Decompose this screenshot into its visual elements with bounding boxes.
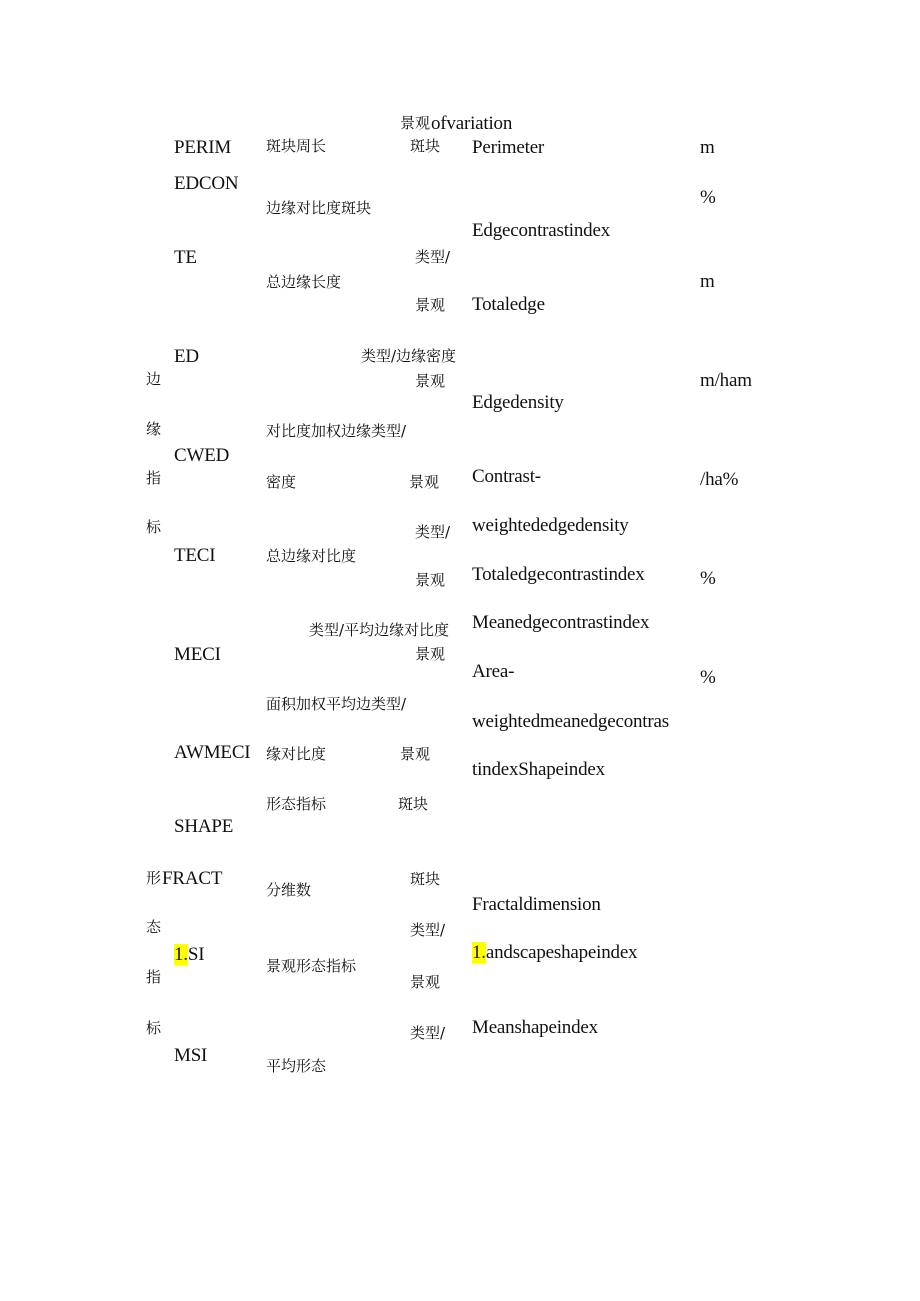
category-shape-char-4: 标 <box>146 1019 162 1037</box>
unit-perim: m <box>700 137 715 158</box>
name-en-ed: Edgedensity <box>472 392 564 413</box>
name-en-cwed-line2: weightededgedensity <box>472 515 629 536</box>
level-te-line1: 类型/ <box>415 248 451 266</box>
name-zh-ed: 类型/边缘密度 <box>361 347 457 365</box>
category-edge-char-4: 标 <box>146 518 162 536</box>
category-edge-char-2: 缘 <box>146 420 162 438</box>
name-en-teci: Totaledgecontrastindex <box>472 564 645 585</box>
name-en-edcon: Edgecontrastindex <box>472 220 610 241</box>
header-fragment-en: ofvariation <box>431 113 513 134</box>
level-lsi-line2: 景观 <box>410 973 441 991</box>
name-zh-msi: 平均形态 <box>266 1057 327 1075</box>
level-ed: 景观 <box>415 372 446 390</box>
level-perim: 斑块 <box>410 137 441 155</box>
name-zh-te: 总边缘长度 <box>266 273 342 291</box>
code-teci: TECI <box>174 545 216 566</box>
unit-cwed: /ha% <box>700 469 739 490</box>
code-perim: PERIM <box>174 137 232 158</box>
header-fragment-zh: 景观 <box>400 114 431 132</box>
unit-ed: m/ham <box>700 370 752 391</box>
level-teci-line2: 景观 <box>415 571 446 589</box>
name-en-awmeci-line1: Area- <box>472 661 515 682</box>
code-lsi-rest: SI <box>187 944 205 965</box>
name-zh-perim: 斑块周长 <box>266 137 327 155</box>
level-teci-line1: 类型/ <box>415 523 451 541</box>
unit-te: m <box>700 271 715 292</box>
level-fract: 斑块 <box>410 870 441 888</box>
name-zh-shape: 形态指标 <box>266 795 327 813</box>
unit-awmeci: % <box>700 667 716 688</box>
highlight-mark: 1. <box>174 944 188 965</box>
category-shape-char-2: 态 <box>146 918 162 936</box>
name-en-awmeci-line3: tindexShapeindex <box>472 759 605 780</box>
name-zh-edcon: 边缘对比度斑块 <box>266 199 372 217</box>
name-en-perim: Perimeter <box>472 137 545 158</box>
category-edge-char-3: 指 <box>146 469 162 487</box>
code-cwed: CWED <box>174 445 230 466</box>
name-zh-awmeci-line1: 面积加权平均边类型/ <box>266 695 407 713</box>
code-awmeci: AWMECI <box>174 742 251 763</box>
name-zh-awmeci-line2: 缘对比度 <box>266 745 327 763</box>
unit-teci: % <box>700 568 716 589</box>
name-zh-cwed-line2: 密度 <box>266 473 297 491</box>
name-en-meci: Meanedgecontrastindex <box>472 612 650 633</box>
name-zh-teci: 总边缘对比度 <box>266 547 357 565</box>
unit-edcon: % <box>700 187 716 208</box>
code-msi: MSI <box>174 1045 208 1066</box>
name-en-awmeci-line2: weightedmeanedgecontras <box>472 711 669 732</box>
level-shape: 斑块 <box>398 795 429 813</box>
code-meci: MECI <box>174 644 221 665</box>
name-en-fract: Fractaldimension <box>472 894 601 915</box>
level-meci: 景观 <box>415 645 446 663</box>
category-shape-char-1: 形 <box>146 869 162 887</box>
level-awmeci: 景观 <box>400 745 431 763</box>
name-zh-meci: 类型/平均边缘对比度 <box>309 621 450 639</box>
name-zh-fract: 分维数 <box>266 881 312 899</box>
code-edcon: EDCON <box>174 173 239 194</box>
level-lsi-line1: 类型/ <box>410 921 446 939</box>
code-te: TE <box>174 247 197 268</box>
highlight-mark: 1. <box>472 942 486 963</box>
name-en-cwed-line1: Contrast- <box>472 466 541 487</box>
category-edge-char-1: 边 <box>146 370 162 388</box>
level-msi: 类型/ <box>410 1024 446 1042</box>
category-shape-char-3: 指 <box>146 968 162 986</box>
name-zh-lsi: 景观形态指标 <box>266 957 357 975</box>
name-en-msi: Meanshapeindex <box>472 1017 598 1038</box>
level-cwed: 景观 <box>409 473 440 491</box>
name-en-te: Totaledge <box>472 294 545 315</box>
name-zh-cwed-line1: 对比度加权边缘类型/ <box>266 422 407 440</box>
code-fract: FRACT <box>162 868 223 889</box>
code-ed: ED <box>174 346 199 367</box>
code-lsi <box>174 945 204 964</box>
code-shape: SHAPE <box>174 816 234 837</box>
name-en-lsi <box>472 943 637 962</box>
name-en-lsi-rest: andscapeshapeindex <box>485 942 638 963</box>
level-te-line2: 景观 <box>415 296 446 314</box>
